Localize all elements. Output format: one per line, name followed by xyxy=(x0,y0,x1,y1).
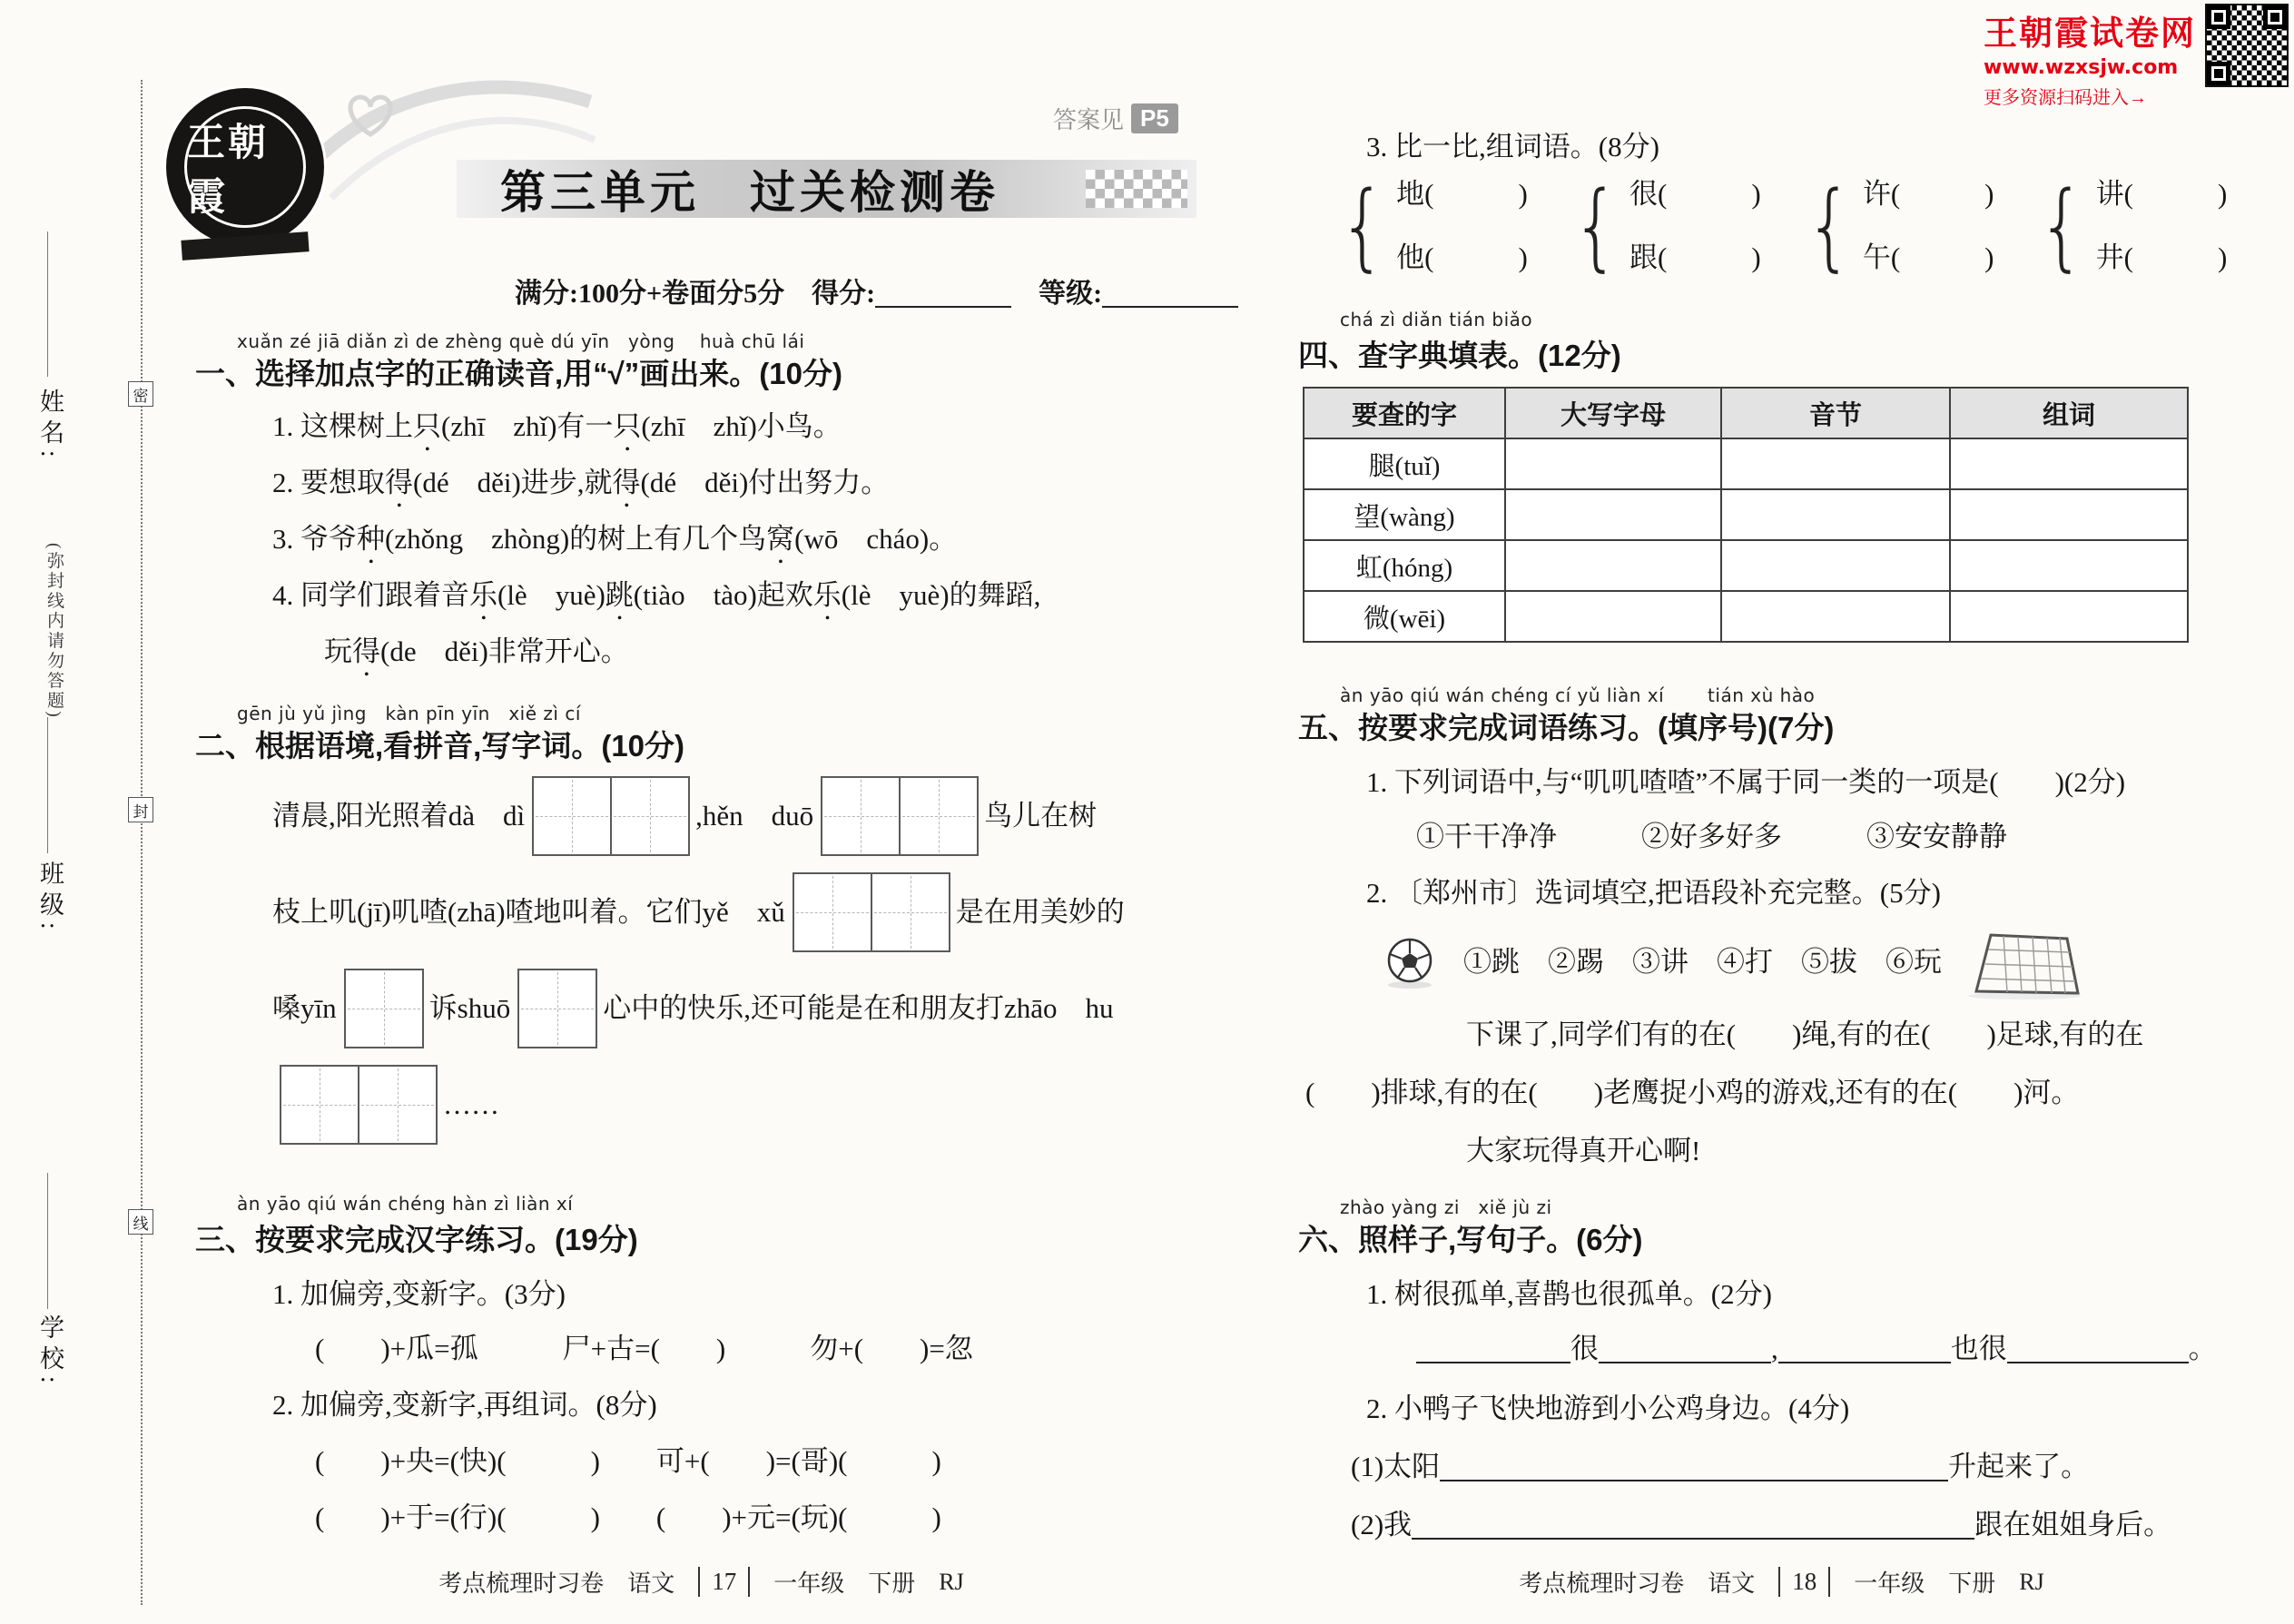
answer-cell[interactable] xyxy=(1505,438,1721,489)
text-segment: 是在用美妙的 xyxy=(955,895,1125,928)
name-field-label: 姓名: xyxy=(36,389,64,464)
soccer-ball-icon xyxy=(1382,935,1442,989)
section3-title: 三、按要求完成汉字练习。(19分) xyxy=(195,1223,638,1256)
formula-3-2a[interactable]: ( )+央=(快)( ) 可+( )=(哥)( ) xyxy=(315,1445,941,1477)
text-segment: 清晨,阳光照着dà dì xyxy=(272,799,526,832)
fill-blank[interactable] xyxy=(1599,1331,1771,1363)
question-6-2-1: (1)太阳 升起来了。 xyxy=(1351,1451,2090,1482)
answer-ref-label: 答案见 xyxy=(1053,106,1125,133)
write-line-3 xyxy=(272,966,1113,1051)
page-left xyxy=(195,0,1207,1624)
table-row xyxy=(1304,438,2188,489)
page-right xyxy=(1298,0,2265,1624)
seal-char-xian: 线 xyxy=(128,1209,153,1235)
section5-pinyin: àn yāo qiú wán chéng cí yǔ liàn xí tián xù hào xyxy=(1340,684,1816,706)
writing-boxes[interactable] xyxy=(821,776,977,856)
passage-line-2[interactable]: ( )排球,有的在( )老鹰捉小鸡的游戏,还有的在( )河。 xyxy=(1305,1077,2080,1108)
answer-cell[interactable] xyxy=(1721,591,1950,642)
question-3-1: 1. 加偏旁,变新字。(3分) xyxy=(272,1278,566,1310)
fill-blank[interactable] xyxy=(2007,1331,2189,1363)
section6-pinyin: zhào yàng zi xiě jù zi xyxy=(1340,1196,1552,1218)
brace-icon: { xyxy=(2038,171,2087,281)
writing-box[interactable] xyxy=(344,969,424,1048)
text-segment: 鸟儿在树 xyxy=(984,799,1098,832)
fill-blank[interactable] xyxy=(1412,1507,1974,1540)
scan-hint: 更多资源扫码进入→ xyxy=(1984,88,2147,108)
brace-icon: { xyxy=(1571,171,1620,281)
school-fill-line[interactable] xyxy=(47,1173,48,1309)
writing-box[interactable] xyxy=(793,872,872,952)
pair-word[interactable]: 地( ) xyxy=(1396,178,1528,210)
question-1-2: 2. 要想取得(dé děi)进步,就得(dé děi)付出努力。 xyxy=(272,467,890,498)
writing-boxes[interactable] xyxy=(532,776,688,856)
unit-title-band xyxy=(457,160,1196,218)
word-bank-row xyxy=(1382,924,2085,1000)
answer-cell[interactable] xyxy=(1505,591,1721,642)
answer-cell[interactable] xyxy=(1721,540,1950,591)
write-line-1 xyxy=(272,773,1097,859)
question-3-3: 3. 比一比,组词语。(8分) xyxy=(1366,131,1659,162)
text-segment: …… xyxy=(443,1088,499,1120)
unit-title: 第三单元 过关检测卷 xyxy=(500,167,999,218)
answer-cell[interactable] xyxy=(1950,591,2188,642)
writing-box[interactable] xyxy=(610,776,690,856)
section1-title: 一、选择加点字的正确读音,用“√”画出来。(10分) xyxy=(195,357,842,390)
answer-cell[interactable] xyxy=(1950,489,2188,540)
passage-line-3: 大家玩得真开心啊! xyxy=(1466,1135,1701,1166)
text-segment: 心中的快乐,还可能是在和朋友打zhāo hu xyxy=(603,991,1114,1024)
answer-cell[interactable] xyxy=(1505,540,1721,591)
answer-cell[interactable] xyxy=(1721,489,1950,540)
footer-term: 下册 xyxy=(1948,1570,1996,1597)
pair-word[interactable]: 许( ) xyxy=(1862,178,1994,210)
footer-series: 考点梳理时习卷 xyxy=(438,1570,605,1597)
write-line-2 xyxy=(272,870,1125,955)
col-header: 要查的字 xyxy=(1304,388,1505,438)
school-field-label: 学校: xyxy=(36,1314,64,1390)
section4-title: 四、查字典填表。(12分) xyxy=(1298,339,1621,372)
section4-pinyin: chá zì diǎn tián biǎo xyxy=(1340,309,1533,330)
score-line: 满分:100分+卷面分5分 得分: 等级: xyxy=(515,271,1238,310)
footer-series: 考点梳理时习卷 xyxy=(1519,1570,1685,1597)
page-number: 18 xyxy=(1778,1567,1830,1597)
table-row xyxy=(1304,540,2188,591)
checker-decoration xyxy=(1086,170,1187,208)
writing-boxes[interactable] xyxy=(344,969,422,1048)
footer-edition: RJ xyxy=(2019,1568,2044,1595)
fill-blank[interactable] xyxy=(1102,275,1238,308)
writing-box[interactable] xyxy=(899,776,979,856)
char-cell: 望(wàng) xyxy=(1304,489,1505,540)
section2-pinyin: gēn jù yǔ jìng kàn pīn yīn xiě zì cí xyxy=(237,703,581,724)
question-6-2-2: (2)我 跟在姐姐身后。 xyxy=(1351,1509,2172,1540)
writing-boxes[interactable] xyxy=(280,1065,436,1145)
footer-grade: 一年级 xyxy=(1854,1570,1925,1597)
word-pair xyxy=(1566,171,1761,281)
footer-subject: 语文 xyxy=(1708,1570,1756,1597)
seal-warning-note: (弥封线内请勿答题) xyxy=(44,543,64,720)
writing-box[interactable] xyxy=(871,872,950,952)
section5-title: 五、按要求完成词语练习。(填序号)(7分) xyxy=(1298,711,1835,744)
char-cell: 腿(tuǐ) xyxy=(1304,438,1505,489)
word-pair xyxy=(1333,171,1528,281)
word-pair xyxy=(2032,171,2227,281)
writing-boxes[interactable] xyxy=(793,872,949,952)
word-bank[interactable]: ①跳 ②踢 ③讲 ④打 ⑤拔 ⑥玩 xyxy=(1463,945,1942,978)
qr-finder-icon xyxy=(2263,5,2287,29)
pair-word[interactable]: 讲( ) xyxy=(2095,178,2228,210)
text-segment: 嗓yīn xyxy=(272,991,337,1024)
footer-edition: RJ xyxy=(939,1568,964,1595)
formula-3-2b[interactable]: ( )+于=(行)( ) ( )+元=(玩)( ) xyxy=(315,1501,941,1533)
fill-blank[interactable] xyxy=(1778,1331,1951,1363)
pair-word[interactable]: 井( ) xyxy=(2095,241,2228,273)
text-segment: ,hěn duō xyxy=(695,799,814,832)
pair-word[interactable]: 午( ) xyxy=(1862,241,1994,273)
site-name: 王朝霞试卷网 xyxy=(1984,15,2196,52)
passage-line-1[interactable]: 下课了,同学们有的在( )绳,有的在( )足球,有的在 xyxy=(1466,1019,2144,1050)
section1-pinyin: xuǎn zé jiā diǎn zì de zhèng què dú yīn yòng huà chū lái xyxy=(237,330,805,352)
goal-net-icon xyxy=(1964,924,2085,1000)
section3-pinyin: àn yāo qiú wán chéng hàn zì liàn xí xyxy=(237,1193,574,1215)
word-pair xyxy=(1799,171,1994,281)
answer-cell[interactable] xyxy=(1950,438,2188,489)
question-5-1: 1. 下列词语中,与“叽叽喳喳”不属于同一类的一项是( )(2分) xyxy=(1366,766,2126,798)
page-footer-right xyxy=(1298,1565,2265,1599)
writing-box[interactable] xyxy=(532,776,612,856)
question-6-1: 1. 树很孤单,喜鹊也很孤单。(2分) xyxy=(1366,1278,1772,1310)
page-footer-left xyxy=(195,1565,1207,1599)
question-3-2: 2. 加偏旁,变新字,再组词。(8分) xyxy=(272,1389,657,1421)
seal-fold-line xyxy=(141,80,143,1605)
dictionary-table xyxy=(1303,387,2189,643)
col-header: 音节 xyxy=(1721,388,1950,438)
char-cell: 微(wēi) xyxy=(1304,591,1505,642)
question-5-1-options[interactable]: ①干干净净 ②好多好多 ③安安静静 xyxy=(1416,821,2007,852)
brace-icon: { xyxy=(1338,171,1387,281)
compare-pairs xyxy=(1333,171,2227,281)
answer-cell[interactable] xyxy=(1505,489,1721,540)
answer-reference xyxy=(1053,102,1178,135)
section6-title: 六、照样子,写句子。(6分) xyxy=(1298,1223,1643,1256)
answer-page-badge[interactable]: P5 xyxy=(1131,103,1178,133)
footer-term: 下册 xyxy=(868,1570,916,1597)
table-row xyxy=(1304,591,2188,642)
brace-icon: { xyxy=(1805,171,1854,281)
footer-grade: 一年级 xyxy=(773,1570,845,1597)
question-1-4: 4. 同学们跟着音乐(lè yuè)跳(tiào tào)起欢乐(lè yuè)的舞蹈, xyxy=(272,579,1041,611)
section2-title: 二、根据语境,看拼音,写字词。(10分) xyxy=(195,729,685,763)
writing-box[interactable] xyxy=(358,1065,438,1145)
text-segment: 枝上叽(jī)叽喳(zhā)喳地叫着。它们yě xǔ xyxy=(272,895,785,928)
text-segment: 诉shuō xyxy=(428,991,511,1024)
footer-subject: 语文 xyxy=(627,1570,675,1597)
question-6-2: 2. 小鸭子飞快地游到小公鸡身边。(4分) xyxy=(1366,1393,1850,1424)
question-1-3: 3. 爷爷种(zhǒng zhòng)的树上有几个鸟窝(wō cháo)。 xyxy=(272,523,958,555)
question-1-1: 1. 这棵树上只(zhī zhǐ)有一只(zhī zhǐ)小鸟。 xyxy=(272,410,842,442)
writing-box[interactable] xyxy=(821,776,901,856)
seal-char-mi: 密 xyxy=(128,381,153,407)
pair-word[interactable]: 很( ) xyxy=(1629,178,1761,210)
stamp-name: 王朝霞 xyxy=(184,106,306,228)
page-number: 17 xyxy=(698,1567,750,1597)
pair-word[interactable]: 他( ) xyxy=(1396,241,1528,273)
answer-cell[interactable] xyxy=(1721,438,1950,489)
question-1-4-cont: 玩得(de děi)非常开心。 xyxy=(324,635,629,667)
class-fill-line[interactable] xyxy=(47,717,48,853)
pair-word[interactable]: 跟( ) xyxy=(1629,241,1761,273)
class-field-label: 班级: xyxy=(36,861,64,936)
table-row xyxy=(1304,489,2188,540)
fill-blank[interactable] xyxy=(1416,1331,1570,1363)
fill-blank[interactable] xyxy=(1440,1449,1948,1481)
col-header: 大写字母 xyxy=(1505,388,1721,438)
writing-box[interactable] xyxy=(280,1065,359,1145)
formula-3-1[interactable]: ( )+瓜=孤 尸+古=( ) 勿+( )=忽 xyxy=(315,1333,973,1364)
site-url[interactable]: www.wzxsjw.com xyxy=(1984,56,2179,79)
fill-blank[interactable] xyxy=(875,275,1011,308)
col-header: 组词 xyxy=(1950,388,2188,438)
table-header-row xyxy=(1304,388,2188,438)
writing-box[interactable] xyxy=(517,969,597,1048)
question-5-2: 2. 〔郑州市〕选词填空,把语段补充完整。(5分) xyxy=(1366,877,1941,909)
writing-boxes[interactable] xyxy=(517,969,596,1048)
seal-char-feng: 封 xyxy=(128,797,153,822)
write-line-4 xyxy=(272,1062,499,1147)
name-fill-line[interactable] xyxy=(47,231,48,377)
char-cell: 虹(hóng) xyxy=(1304,540,1505,591)
question-6-1-answer-line: 很 , 也很 。 xyxy=(1416,1327,2217,1371)
answer-cell[interactable] xyxy=(1950,540,2188,591)
